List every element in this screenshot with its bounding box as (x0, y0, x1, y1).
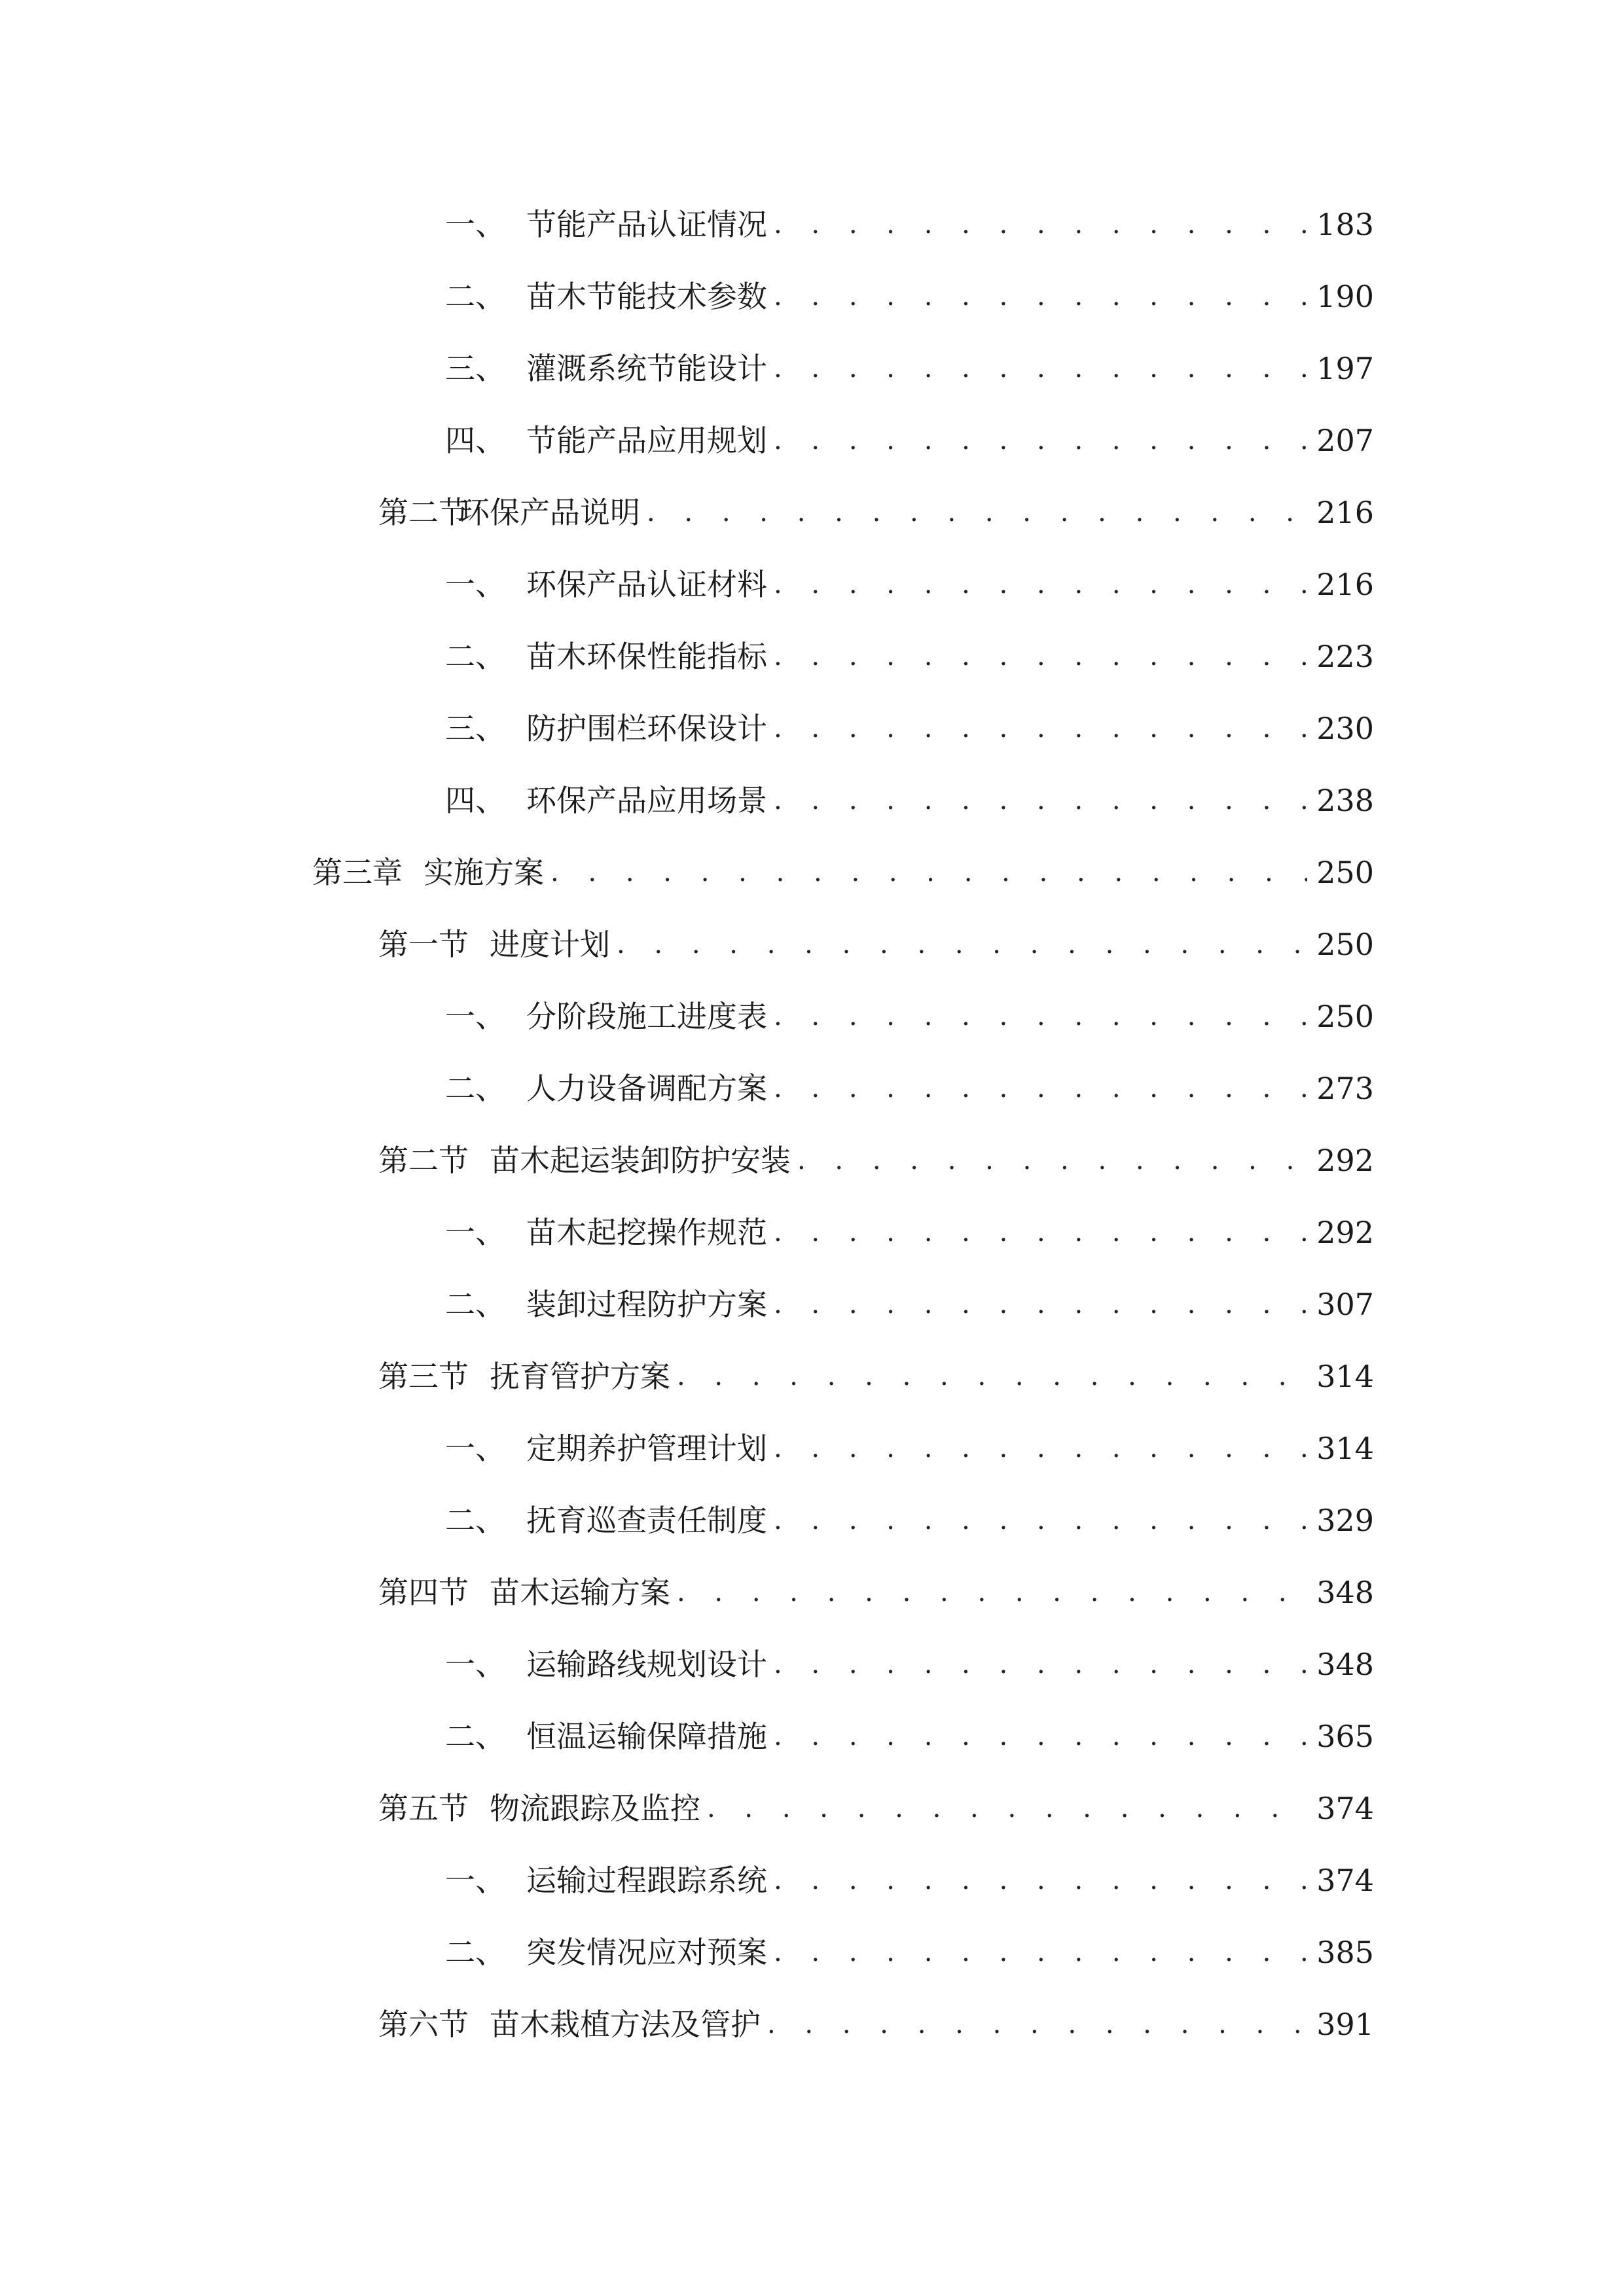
dot-leader (774, 1718, 1307, 1755)
toc-entry-page: 183 (1316, 207, 1374, 242)
toc-entry[interactable] (0, 188, 1624, 260)
toc-entry-title: 定期养护管理计划 (526, 1431, 767, 1466)
toc-entry-label (445, 278, 767, 315)
dot-leader (797, 1142, 1307, 1179)
dot-leader (774, 1502, 1307, 1539)
toc-entry-label (445, 1430, 767, 1467)
toc-entry-title: 灌溉系统节能设计 (526, 351, 767, 386)
dot-leader (774, 1430, 1307, 1467)
dot-leader (774, 566, 1307, 603)
toc-entry-number: 二、 (445, 1071, 505, 1106)
toc-entry-label (445, 1502, 767, 1539)
toc-entry-title: 突发情况应对预案 (526, 1935, 767, 1970)
dot-leader (774, 1214, 1307, 1251)
toc-entry-label (445, 1214, 767, 1251)
dot-leader (774, 350, 1307, 387)
toc-entry-label (312, 854, 544, 891)
toc-entry[interactable] (0, 260, 1624, 332)
toc-entry-page: 292 (1316, 1143, 1374, 1178)
toc-entry-label (378, 1358, 670, 1395)
dot-leader (774, 206, 1307, 243)
toc-entry[interactable] (0, 1556, 1624, 1628)
toc-entry-number: 一、 (445, 1215, 505, 1250)
toc-entry-label (445, 1646, 767, 1683)
toc-entry-number: 第五节 (378, 1791, 469, 1826)
toc-entry-number: 第二节 (378, 495, 469, 530)
dot-leader (774, 782, 1307, 819)
toc-entry-page: 238 (1316, 783, 1374, 818)
toc-entry-label (378, 494, 640, 531)
toc-entry-number: 第二节 (378, 1143, 469, 1178)
toc-entry-title: 苗木环保性能指标 (526, 639, 767, 674)
toc-entry-title: 苗木节能技术参数 (526, 279, 767, 314)
toc-entry-number: 二、 (445, 639, 505, 674)
toc-entry-number: 一、 (445, 567, 505, 602)
toc-entry[interactable] (0, 1844, 1624, 1916)
toc-entry-page: 197 (1316, 351, 1374, 386)
dot-leader (617, 926, 1307, 963)
toc-entry-title: 运输路线规划设计 (526, 1647, 767, 1682)
toc-entry-title: 抚育管护方案 (490, 1359, 670, 1394)
dot-leader (774, 1286, 1307, 1323)
toc-entry-label (445, 710, 767, 747)
toc-entry[interactable] (0, 1484, 1624, 1556)
toc-entry-page: 223 (1316, 639, 1374, 674)
toc-entry-title: 环保产品说明 (460, 495, 640, 530)
toc-entry-number: 二、 (445, 1935, 505, 1970)
toc-entry-number: 四、 (445, 423, 505, 458)
toc-entry-number: 一、 (445, 1863, 505, 1898)
toc-entry-label (378, 1790, 700, 1827)
toc-entry-title: 物流跟踪及监控 (490, 1791, 700, 1826)
toc-entry[interactable] (0, 1916, 1624, 1988)
toc-entry-page: 329 (1316, 1503, 1374, 1538)
toc-entry-label (445, 1934, 767, 1971)
toc-entry-number: 第四节 (378, 1575, 469, 1610)
toc-entry[interactable] (0, 548, 1624, 620)
toc-entry-label (445, 1862, 767, 1899)
toc-entry-page: 207 (1316, 423, 1374, 458)
toc-entry-title: 节能产品认证情况 (526, 207, 767, 242)
dot-leader (767, 2006, 1307, 2043)
toc-entry-number: 第一节 (378, 927, 469, 962)
toc-entry-title: 装卸过程防护方案 (526, 1287, 767, 1322)
toc-entry-page: 250 (1316, 999, 1374, 1034)
toc-entry[interactable] (0, 1988, 1624, 2060)
toc-entry-page: 348 (1316, 1647, 1374, 1682)
toc-entry-number: 一、 (445, 1431, 505, 1466)
toc-entry[interactable] (0, 620, 1624, 692)
toc-entry-label (445, 1718, 767, 1755)
dot-leader (774, 638, 1307, 675)
toc-entry[interactable] (0, 692, 1624, 764)
toc-entry[interactable] (0, 1628, 1624, 1700)
toc-entry-label (378, 2006, 761, 2043)
toc-entry-number: 第六节 (378, 2007, 469, 2042)
toc-entry-label (445, 350, 767, 387)
toc-entry-label (378, 926, 610, 963)
dot-leader (774, 278, 1307, 315)
toc-entry-title: 恒温运输保障措施 (526, 1719, 767, 1754)
toc-entry-label (445, 638, 767, 675)
toc-entry-page: 250 (1316, 855, 1374, 890)
toc-entry-page: 314 (1316, 1431, 1374, 1466)
toc-entry-title: 人力设备调配方案 (526, 1071, 767, 1106)
toc-entry-number: 四、 (445, 783, 505, 818)
toc-entry[interactable] (0, 980, 1624, 1052)
toc-entry-title: 环保产品应用场景 (526, 783, 767, 818)
toc-entry-label (445, 1286, 767, 1323)
toc-entry-label (445, 422, 767, 459)
toc-entry-title: 抚育巡查责任制度 (526, 1503, 767, 1538)
toc-entry-label (378, 1574, 670, 1611)
toc-entry-title: 运输过程跟踪系统 (526, 1863, 767, 1898)
dot-leader (774, 1070, 1307, 1107)
toc-entry-page: 365 (1316, 1719, 1374, 1754)
toc-entry[interactable] (0, 1700, 1624, 1772)
toc-entry-number: 二、 (445, 1719, 505, 1754)
toc-entry-number: 三、 (445, 711, 505, 746)
dot-leader (774, 1646, 1307, 1683)
toc-entry[interactable] (0, 1268, 1624, 1340)
toc-entry-number: 一、 (445, 1647, 505, 1682)
toc-entry[interactable] (0, 1124, 1624, 1196)
toc-entry-title: 节能产品应用规划 (526, 423, 767, 458)
toc-entry-page: 216 (1316, 495, 1374, 530)
toc-entry-number: 第三章 (312, 855, 403, 890)
toc-entry-title: 环保产品认证材料 (526, 567, 767, 602)
toc-entry-title: 苗木起挖操作规范 (526, 1215, 767, 1250)
toc-entry-number: 二、 (445, 1503, 505, 1538)
toc-entry[interactable] (0, 908, 1624, 980)
toc-entry-number: 一、 (445, 999, 505, 1034)
dot-leader (677, 1358, 1307, 1395)
toc-entry[interactable] (0, 764, 1624, 836)
toc-entry-title: 苗木起运装卸防护安装 (490, 1143, 791, 1178)
toc-entry-number: 三、 (445, 351, 505, 386)
toc-entry[interactable] (0, 1772, 1624, 1844)
toc-entry-title: 进度计划 (490, 927, 610, 962)
dot-leader (647, 494, 1307, 531)
dot-leader (774, 422, 1307, 459)
toc-entry-page: 273 (1316, 1071, 1374, 1106)
toc-entry[interactable] (0, 476, 1624, 548)
toc-entry-number: 二、 (445, 279, 505, 314)
toc-entry-label (445, 1070, 767, 1107)
toc-entry[interactable] (0, 1196, 1624, 1268)
toc-entry[interactable] (0, 1340, 1624, 1412)
toc-entry-page: 307 (1316, 1287, 1374, 1322)
toc-entry[interactable] (0, 836, 1624, 908)
toc-entry-page: 348 (1316, 1575, 1374, 1610)
toc-entry-number: 第三节 (378, 1359, 469, 1394)
toc-entry-page: 391 (1316, 2007, 1374, 2042)
toc-entry[interactable] (0, 1052, 1624, 1124)
toc-entry-page: 374 (1316, 1863, 1374, 1898)
toc-entry[interactable] (0, 1412, 1624, 1484)
toc-entry-page: 374 (1316, 1791, 1374, 1826)
dot-leader (707, 1790, 1307, 1827)
table-of-contents (0, 188, 1624, 2060)
toc-entry-label (445, 206, 767, 243)
dot-leader (774, 1862, 1307, 1899)
toc-entry-number: 二、 (445, 1287, 505, 1322)
dot-leader (774, 998, 1307, 1035)
toc-entry-number: 一、 (445, 207, 505, 242)
toc-entry-label (445, 998, 767, 1035)
toc-entry[interactable] (0, 404, 1624, 476)
toc-entry-title: 苗木栽植方法及管护 (490, 2007, 761, 2042)
toc-entry-page: 314 (1316, 1359, 1374, 1394)
dot-leader (774, 1934, 1307, 1971)
toc-entry-page: 230 (1316, 711, 1374, 746)
toc-entry-page: 292 (1316, 1215, 1374, 1250)
dot-leader (550, 854, 1307, 891)
toc-entry-label (378, 1142, 791, 1179)
dot-leader (774, 710, 1307, 747)
toc-entry-page: 250 (1316, 927, 1374, 962)
toc-entry-label (445, 782, 767, 819)
toc-entry-page: 216 (1316, 567, 1374, 602)
toc-entry-title: 分阶段施工进度表 (526, 999, 767, 1034)
toc-entry-page: 385 (1316, 1935, 1374, 1970)
toc-entry-title: 苗木运输方案 (490, 1575, 670, 1610)
toc-entry-page: 190 (1316, 279, 1374, 314)
toc-entry-title: 防护围栏环保设计 (526, 711, 767, 746)
toc-entry[interactable] (0, 332, 1624, 404)
toc-entry-label (445, 566, 767, 603)
toc-entry-title: 实施方案 (424, 855, 544, 890)
dot-leader (677, 1574, 1307, 1611)
